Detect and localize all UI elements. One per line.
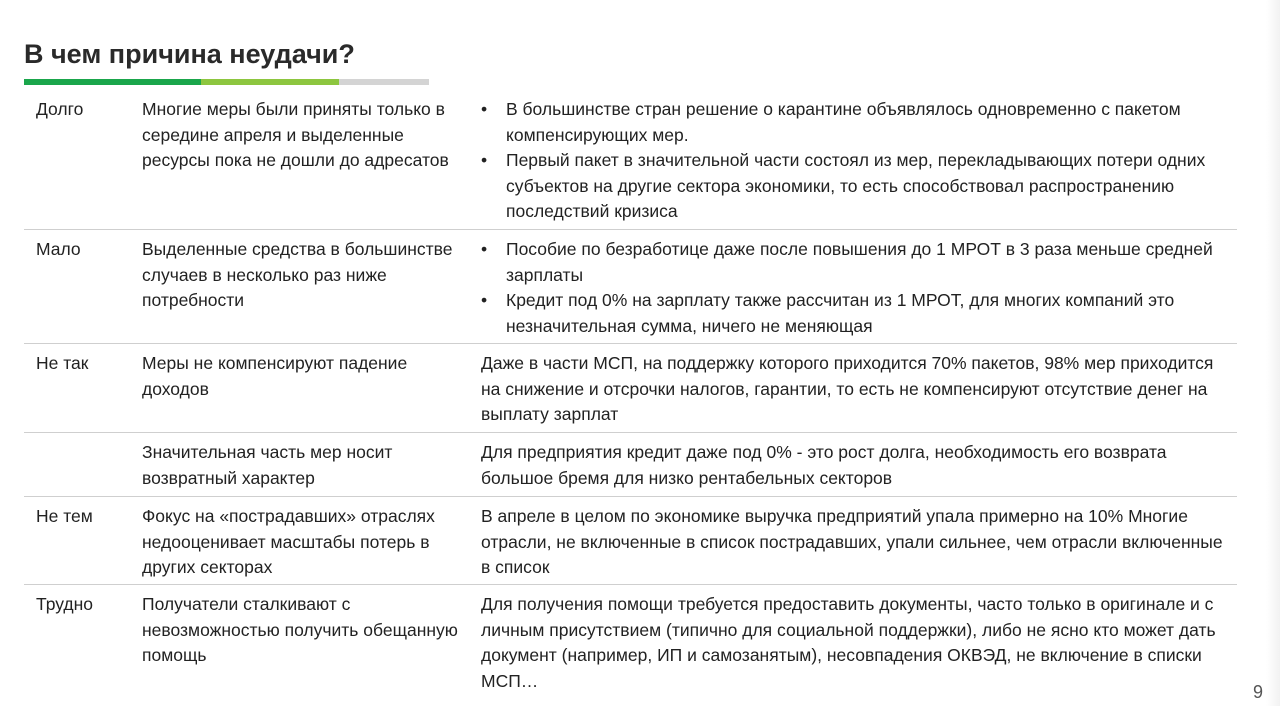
row-label: Не так [36, 353, 89, 373]
row-label: Мало [36, 239, 81, 259]
accent-segment-light-green [201, 79, 339, 85]
row-detail: Для предприятия кредит даже под 0% - это рост долга, необходимость его возврата большое бремя для низко рентабельных секторов [481, 442, 1167, 488]
row-cause: Получатели сталкивают с невозможностью получить обещанную помощь [142, 594, 458, 665]
row-cause: Меры не компенсируют падение доходов [142, 353, 408, 399]
table-row-dolgo [24, 89, 1237, 230]
row-label: Долго [36, 99, 84, 119]
table-row-malo [24, 229, 1237, 344]
row-detail: Для получения помощи требуется предоставить документы, часто только в оригинале и с личным присутствием (типично для социальной поддержки), либо не ясно кто может дать документ (например, ИП и самозанятым), несовпадения ОКВЭД, не включение в списки МСП… [481, 594, 1216, 691]
accent-segment-gray [339, 79, 429, 85]
slide-title: В чем причина неудачи? [24, 39, 355, 70]
page-number: 9 [1253, 682, 1264, 702]
row-cause: Фокус на «пострадавших» отраслях недооценивает масштабы потерь в других секторах [142, 506, 435, 577]
row-label: Трудно [36, 594, 94, 614]
list-item: • Пособие по безработице даже после повышения до 1 МРОТ в 3 раза меньше средней зарплаты [481, 237, 1231, 288]
row-label: Не тем [36, 506, 93, 526]
list-item: • Первый пакет в значительной части состоял из мер, перекладывающих потери одних субъектов на другие сектора экономики, то есть способствовал распространению последствий кризиса [481, 148, 1231, 225]
row-detail: В апреле в целом по экономике выручка предприятий упала примерно на 10% Многие отрасли, не включенные в список пострадавших, упали сильнее, чем отрасли включенные в список [481, 506, 1223, 577]
table-row-ne-tem [24, 496, 1237, 585]
row-cause: Значительная часть мер носит возвратный характер [142, 442, 393, 488]
row-cause: Многие меры были приняты только в середине апреля и выделенные ресурсы пока не дошли до адресатов [142, 99, 449, 170]
page-edge-shadow [1266, 0, 1280, 706]
table-row-trudno [24, 584, 1237, 700]
list-item: • Кредит под 0% на зарплату также рассчитан из 1 МРОТ, для многих компаний это незначительная сумма, ничего не меняющая [481, 288, 1231, 339]
accent-bar [24, 79, 429, 85]
row-detail: Даже в части МСП, на поддержку которого приходится 70% пакетов, 98% мер приходится на снижение и отсрочки налогов, гарантии, то есть не компенсируют отсутствие денег на выплату зарплат [481, 353, 1214, 424]
table-row-vozvratnyi [24, 432, 1237, 497]
row-details-list [481, 97, 1231, 225]
accent-segment-green [24, 79, 201, 85]
row-details-list [481, 237, 1231, 339]
row-cause: Выделенные средства в большинстве случаев в несколько раз ниже потребности [142, 239, 453, 310]
list-item: • В большинстве стран решение о карантине объявлялось одновременно с пакетом компенсирующих мер. [481, 97, 1231, 148]
table-row-ne-tak [24, 343, 1237, 433]
